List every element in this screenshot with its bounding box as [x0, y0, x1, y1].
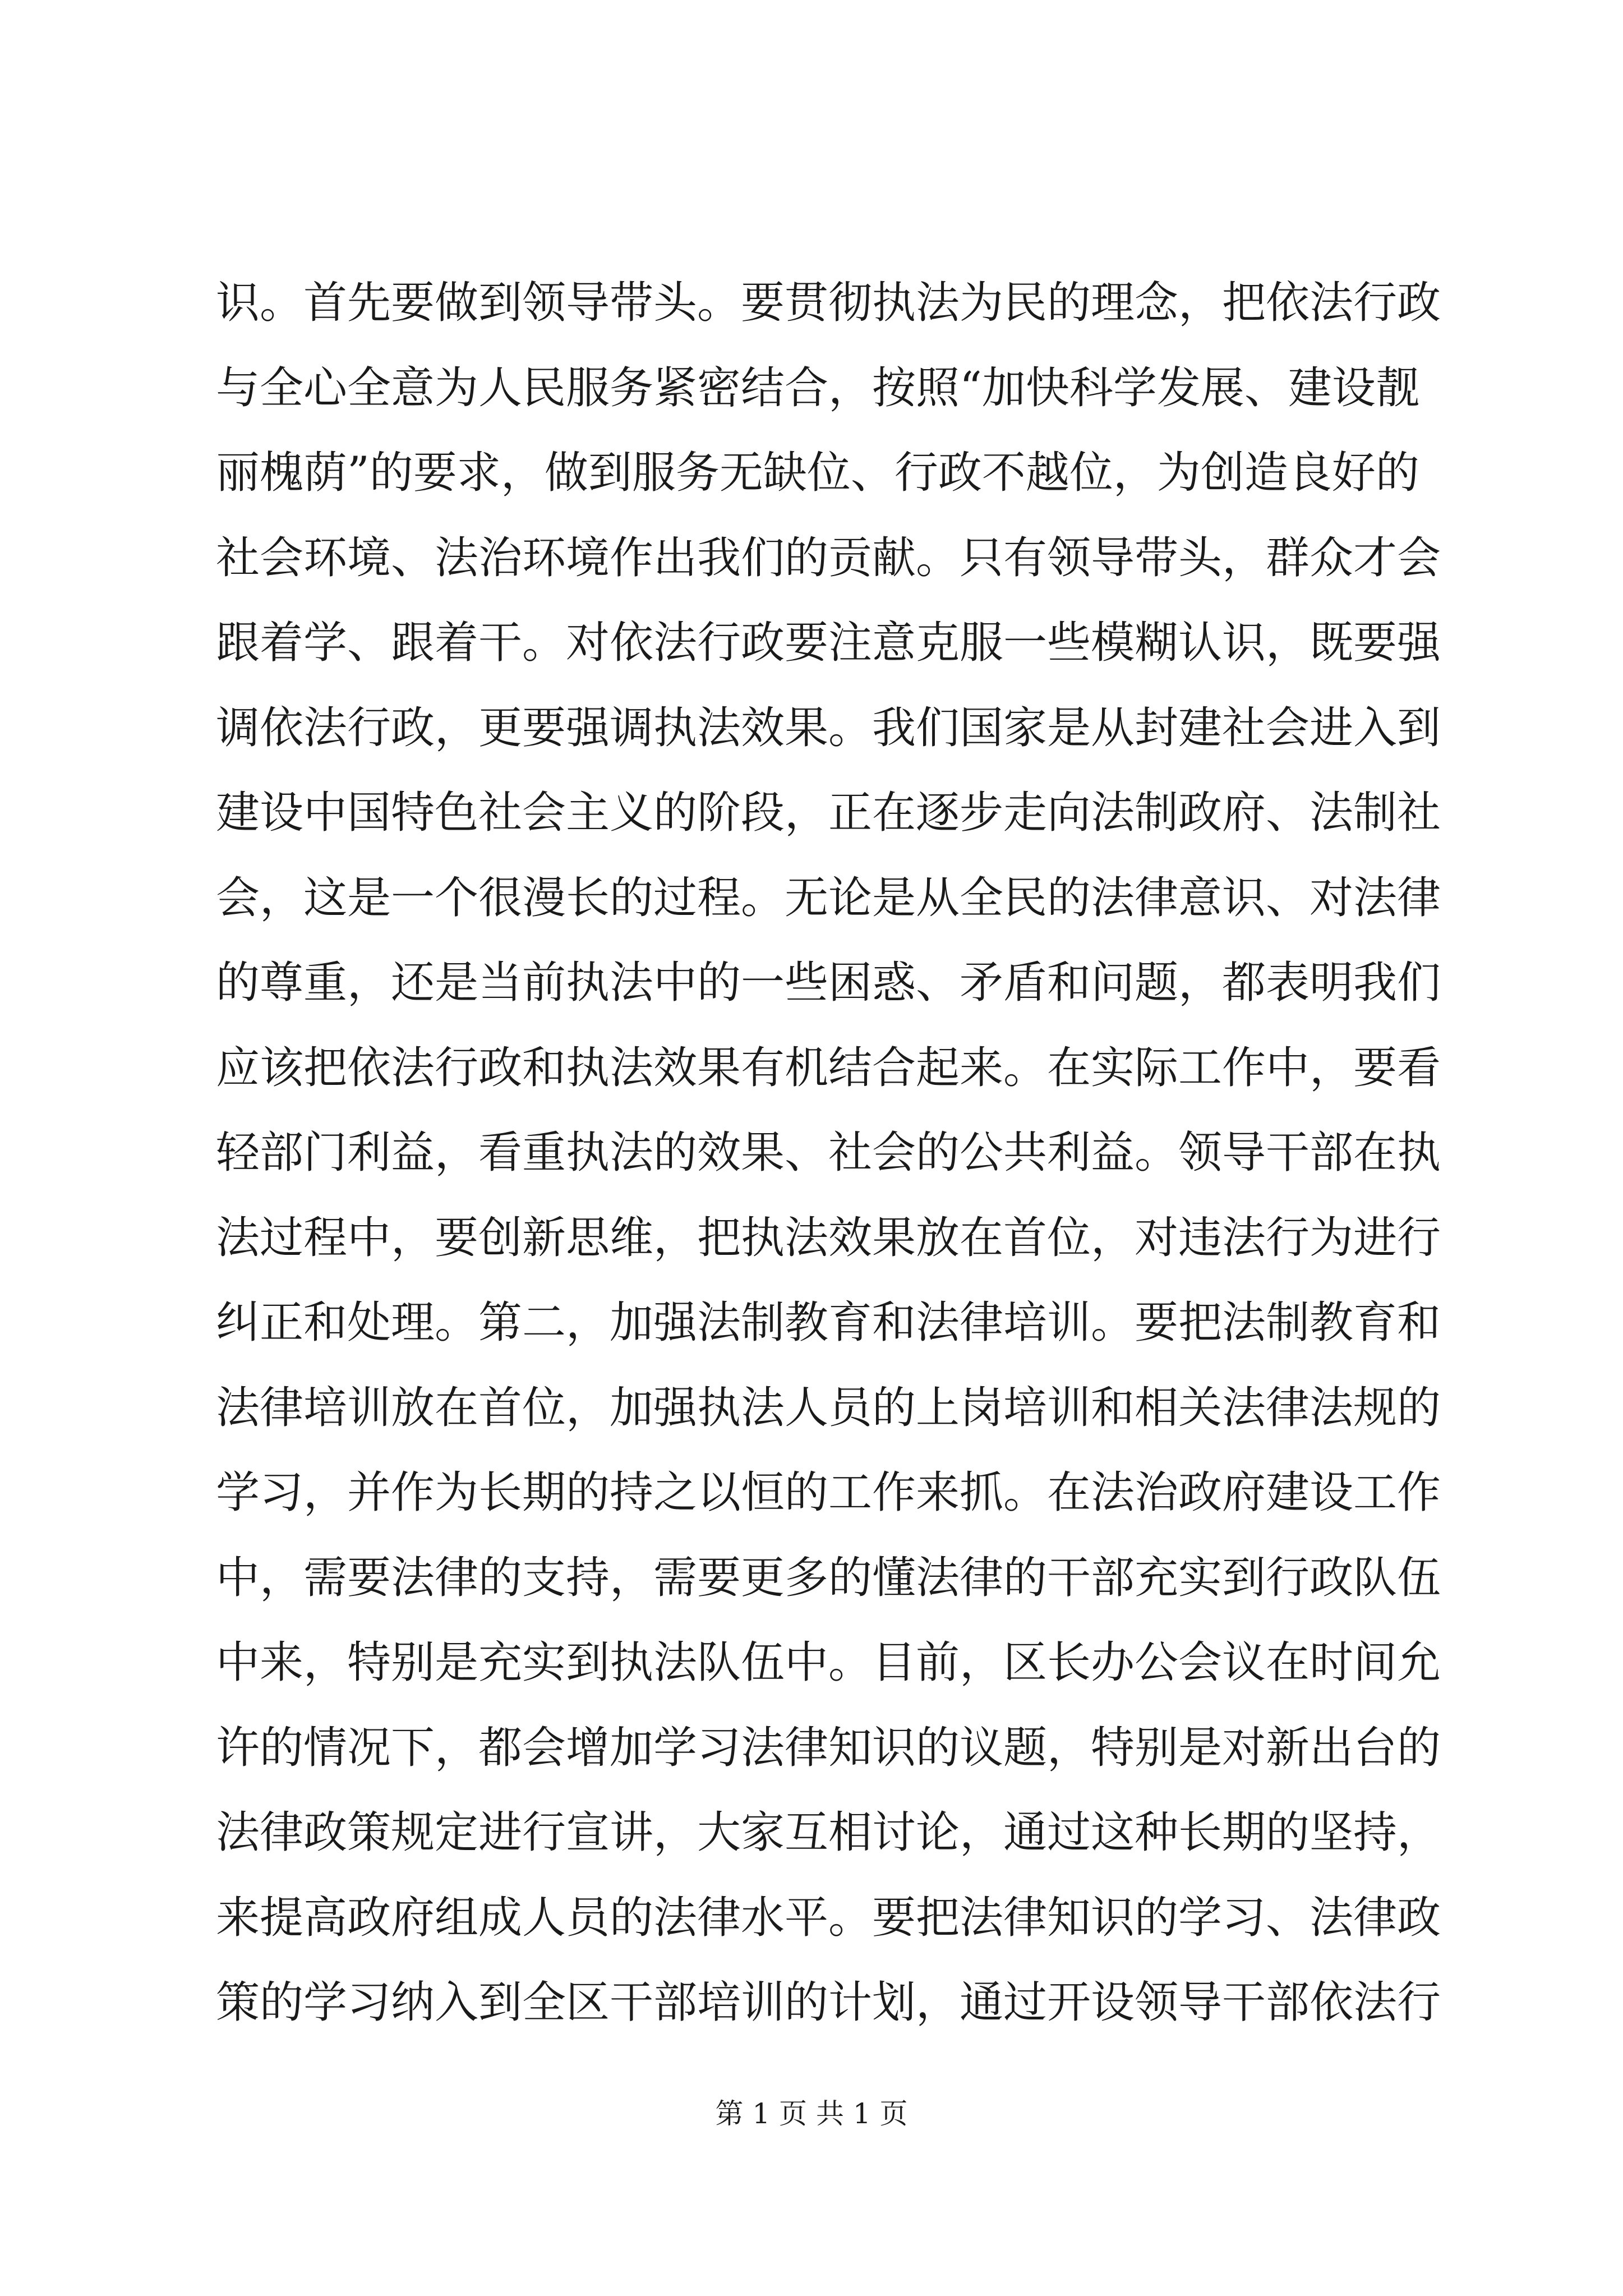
text-line-14: 法律培训放在首位，加强执法人员的上岗培训和相关法律法规的 — [216, 1382, 1441, 1433]
text-line-7: 建设中国特色社会主义的阶段，正在逐步走向法制政府、法制社 — [216, 788, 1441, 838]
text-line-8: 会，这是一个很漫长的过程。无论是从全民的法律意识、对法律 — [216, 872, 1441, 923]
text-line-20: 来提高政府组成人员的法律水平。要把法律知识的学习、法律政 — [216, 1892, 1441, 1943]
body-text — [216, 261, 1441, 2046]
text-line-2: 与全心全意为人民服务紧密结合，按照“加快科学发展、建设靓 — [216, 362, 1419, 413]
text-line-4: 社会环境、法治环境作出我们的贡献。只有领导带头，群众才会 — [216, 532, 1441, 583]
text-line-18: 许的情况下，都会增加学习法律知识的议题，特别是对新出台的 — [216, 1722, 1441, 1773]
text-line-3: 丽槐荫”的要求，做到服务无缺位、行政不越位，为创造良好的 — [216, 448, 1419, 498]
text-line-12: 法过程中，要创新思维，把执法效果放在首位，对违法行为进行 — [216, 1212, 1441, 1263]
text-line-11: 轻部门利益，看重执法的效果、社会的公共利益。领导干部在执 — [216, 1128, 1441, 1178]
text-line-9: 的尊重，还是当前执法中的一些困惑、矛盾和问题，都表明我们 — [216, 958, 1441, 1008]
text-line-16: 中，需要法律的支持，需要更多的懂法律的干部充实到行政队伍 — [216, 1552, 1441, 1603]
text-line-21: 策的学习纳入到全区干部培训的计划，通过开设领导干部依法行 — [216, 1977, 1441, 2028]
text-line-13: 纠正和处理。第二，加强法制教育和法律培训。要把法制教育和 — [216, 1297, 1441, 1348]
text-line-10: 应该把依法行政和执法效果有机结合起来。在实际工作中，要看 — [216, 1042, 1441, 1093]
page-footer: 第 1 页 共 1 页 — [715, 2097, 908, 2130]
text-line-5: 跟着学、跟着干。对依法行政要注意克服一些模糊认识，既要强 — [216, 618, 1441, 668]
text-line-15: 学习，并作为长期的持之以恒的工作来抓。在法治政府建设工作 — [216, 1467, 1441, 1518]
text-line-1: 识。首先要做到领导带头。要贯彻执法为民的理念，把依法行政 — [216, 278, 1441, 328]
text-line-6: 调依法行政，更要强调执法效果。我们国家是从封建社会进入到 — [216, 702, 1441, 753]
text-line-17: 中来，特别是充实到执法队伍中。目前，区长办公会议在时间允 — [216, 1637, 1441, 1688]
text-line-19: 法律政策规定进行宣讲，大家互相讨论，通过这种长期的坚持， — [216, 1807, 1441, 1858]
